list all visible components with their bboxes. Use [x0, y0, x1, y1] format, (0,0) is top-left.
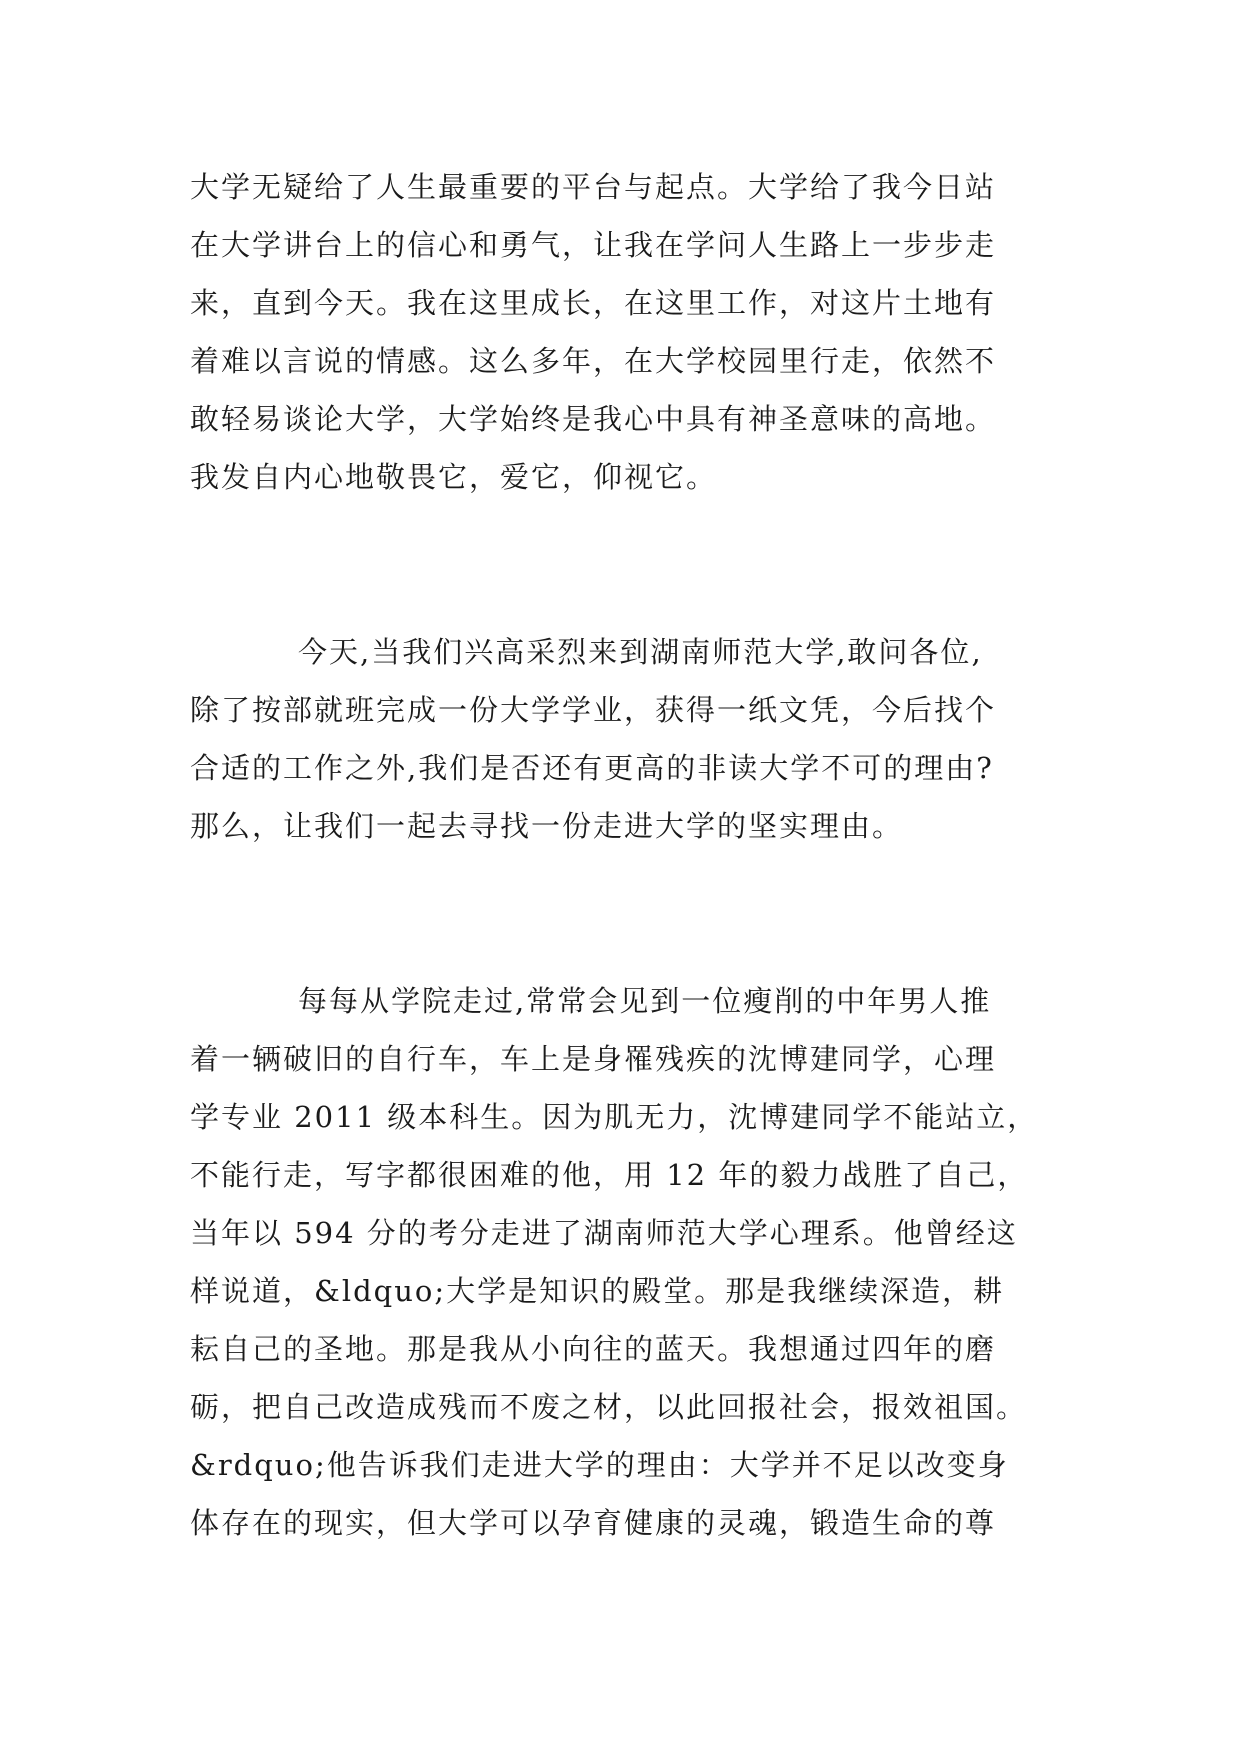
- text-line: 除了按部就班完成一份大学学业，获得一纸文凭，今后找个: [190, 693, 997, 727]
- paragraph-3: [190, 972, 1070, 1552]
- text-line: 耘自己的圣地。那是我从小向往的蓝天。我想通过四年的磨: [190, 1332, 997, 1366]
- text-line: 着难以言说的情感。这么多年，在大学校园里行走，依然不: [190, 344, 997, 378]
- text-line: 砺，把自己改造成残而不废之材，以此回报社会，报效祖国。: [190, 1390, 1028, 1424]
- text-line: &rdquo;他告诉我们走进大学的理由：大学并不足以改变身: [190, 1448, 1009, 1482]
- text-line: 不能行走，写字都很困难的他，用 12 年的毅力战胜了自己，: [190, 1158, 1029, 1192]
- text-line: 样说道，&ldquo;大学是知识的殿堂。那是我继续深造，耕: [190, 1274, 1005, 1308]
- text-line: 当年以 594 分的考分走进了湖南师范大学心理系。他曾经这: [190, 1216, 1018, 1250]
- text-line: 今天,当我们兴高采烈来到湖南师范大学,敢问各位,: [298, 635, 983, 669]
- text-line: 学专业 2011 级本科生。因为肌无力，沈博建同学不能站立，: [190, 1100, 1039, 1134]
- text-line: 在大学讲台上的信心和勇气，让我在学问人生路上一步步走: [190, 228, 997, 262]
- text-line: 大学无疑给了人生最重要的平台与起点。大学给了我今日站: [190, 170, 997, 204]
- text-line: 着一辆破旧的自行车，车上是身罹残疾的沈博建同学，心理: [190, 1042, 997, 1076]
- text-line: 敢轻易谈论大学，大学始终是我心中具有神圣意味的高地。: [190, 402, 997, 436]
- paragraph-2: [190, 623, 1070, 855]
- text-line: 每每从学院走过,常常会见到一位瘦削的中年男人推: [298, 984, 992, 1018]
- text-line: 体存在的现实，但大学可以孕育健康的灵魂，锻造生命的尊: [190, 1506, 997, 1540]
- text-line: 我发自内心地敬畏它，爱它，仰视它。: [190, 460, 718, 494]
- text-line: 来，直到今天。我在这里成长，在这里工作，对这片土地有: [190, 286, 997, 320]
- text-line: 合适的工作之外,我们是否还有更高的非读大学不可的理由?: [190, 751, 994, 785]
- paragraph-1: [190, 158, 1070, 506]
- text-line: 那么，让我们一起去寻找一份走进大学的坚实理由。: [190, 809, 904, 843]
